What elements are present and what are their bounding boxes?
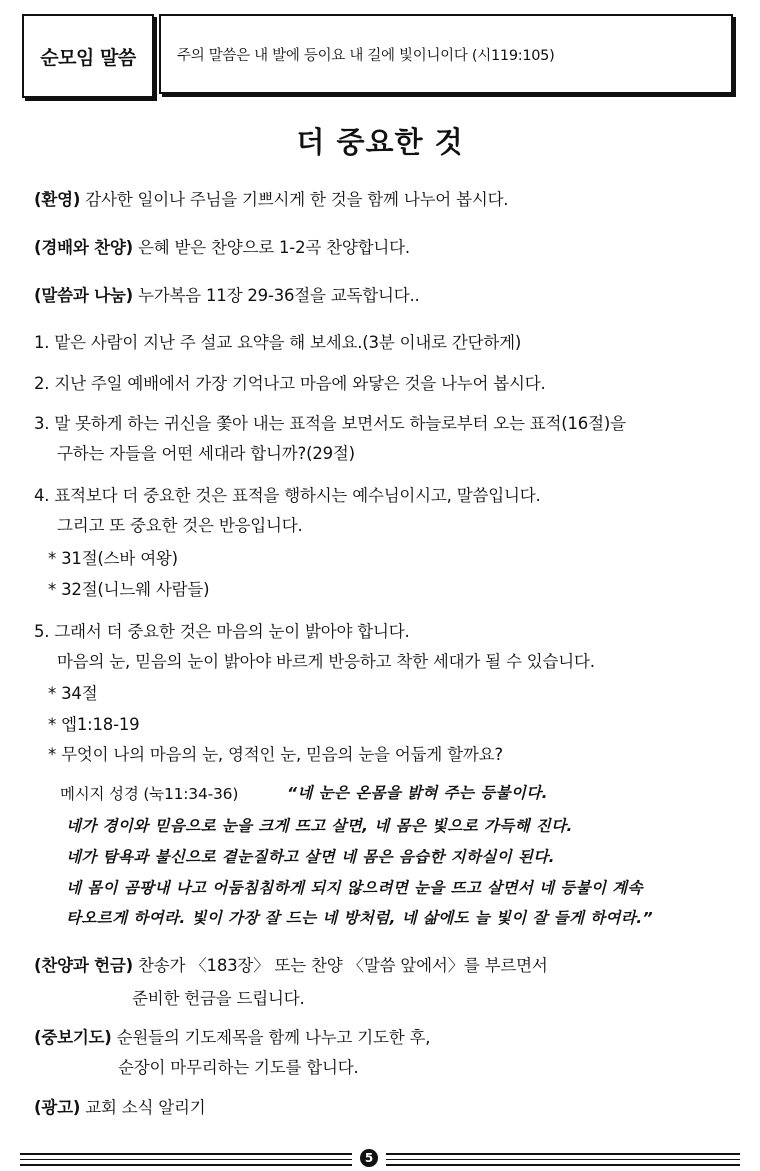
question-5: 5. 그래서 더 중요한 것은 마음의 눈이 밝아야 합니다. <box>34 622 410 641</box>
praise-text: 찬송가 〈183장〉 또는 찬양 〈말씀 앞에서〉를 부르면서 <box>132 956 548 975</box>
page-footer <box>20 1147 740 1171</box>
message-quote-line: “네 눈은 온몸을 밝혀 주는 등불이다. <box>287 784 548 802</box>
praise-line <box>34 952 548 976</box>
worship-line <box>34 234 410 258</box>
page-header <box>22 14 740 98</box>
question-5-note: * 엡1:18-19 <box>48 715 140 734</box>
prayer-line <box>34 1024 430 1048</box>
question-5-note: * 34절 <box>48 684 98 703</box>
question-1: 1. 맡은 사람이 지난 주 설교 요약을 해 보세요.(3분 이내로 간단하게) <box>34 333 522 352</box>
welcome-label: (환영) <box>34 190 81 209</box>
footer-rule <box>386 1159 740 1160</box>
message-quote-line: 타오르게 하여라. 빛이 가장 잘 드는 네 방처럼, 네 삶에도 늘 빛이 잘 들게 하여라.” <box>66 909 653 927</box>
welcome-text: 감사한 일이나 주님을 기쁘시게 한 것을 함께 나누어 봅시다. <box>80 190 509 209</box>
question-4-note: * 31절(스바 여왕) <box>48 549 178 568</box>
praise-line-cont: 준비한 헌금을 드립니다. <box>132 989 305 1008</box>
praise-label: (찬양과 헌금) <box>34 956 133 975</box>
prayer-line-cont: 순장이 마무리하는 기도를 합니다. <box>118 1058 359 1077</box>
notice-label: (광고) <box>34 1098 81 1117</box>
footer-rule <box>20 1153 352 1155</box>
page-title: 더 중요한 것 <box>296 125 464 159</box>
question-4-cont: 그리고 또 중요한 것은 반응입니다. <box>57 516 303 535</box>
prayer-label: (중보기도) <box>34 1028 112 1047</box>
page-number: 5 <box>360 1149 378 1167</box>
message-reference: 메시지 성경 (눅11:34-36) <box>60 785 239 803</box>
footer-rule <box>386 1164 740 1166</box>
welcome-line <box>34 186 508 210</box>
message-quote-line: 네가 탐욕과 불신으로 곁눈질하고 살면 네 몸은 음습한 지하실이 된다. <box>66 848 555 866</box>
question-5-cont: 마음의 눈, 믿음의 눈이 밝아야 바르게 반응하고 착한 세대가 될 수 있습니다. <box>57 652 595 671</box>
notice-text: 교회 소식 알리기 <box>80 1098 206 1117</box>
word-label: (말씀과 나눔) <box>34 286 133 305</box>
message-quote-line: 네 몸이 곰팡내 나고 어둠침침하게 되지 않으려면 눈을 뜨고 살면서 네 등불이 계속 <box>66 879 643 897</box>
question-4-note: * 32절(니느웨 사람들) <box>48 580 210 599</box>
message-quote-line: 네가 경이와 믿음으로 눈을 크게 뜨고 살면, 네 몸은 빛으로 가득해 진다. <box>66 817 573 835</box>
section-label: 순모임 말씀 <box>22 14 154 98</box>
question-3-cont: 구하는 자들을 어떤 세대라 합니까?(29절) <box>57 444 355 463</box>
notice-line <box>34 1094 205 1118</box>
word-line <box>34 282 420 306</box>
question-3: 3. 말 못하게 하는 귀신을 쫓아 내는 표적을 보면서도 하늘로부터 오는 표적(16절)을 <box>34 414 626 433</box>
footer-rule <box>20 1164 352 1166</box>
worship-text: 은혜 받은 찬양으로 1-2곡 찬양합니다. <box>132 238 410 257</box>
word-text: 누가복음 11장 29-36절을 교독합니다.. <box>132 286 420 305</box>
worship-label: (경배와 찬양) <box>34 238 133 257</box>
question-4: 4. 표적보다 더 중요한 것은 표적을 행하시는 예수님이시고, 말씀입니다. <box>34 486 541 505</box>
footer-rule <box>386 1153 740 1155</box>
footer-rule <box>20 1159 352 1160</box>
prayer-text: 순원들의 기도제목을 함께 나누고 기도한 후, <box>111 1028 431 1047</box>
header-verse: 주의 말씀은 내 발에 등이요 내 길에 빛이니이다 (시119:105) <box>159 14 733 94</box>
question-5-note: * 무엇이 나의 마음의 눈, 영적인 눈, 믿음의 눈을 어둡게 할까요? <box>48 745 503 764</box>
question-2: 2. 지난 주일 예배에서 가장 기억나고 마음에 와닿은 것을 나누어 봅시다. <box>34 374 546 393</box>
